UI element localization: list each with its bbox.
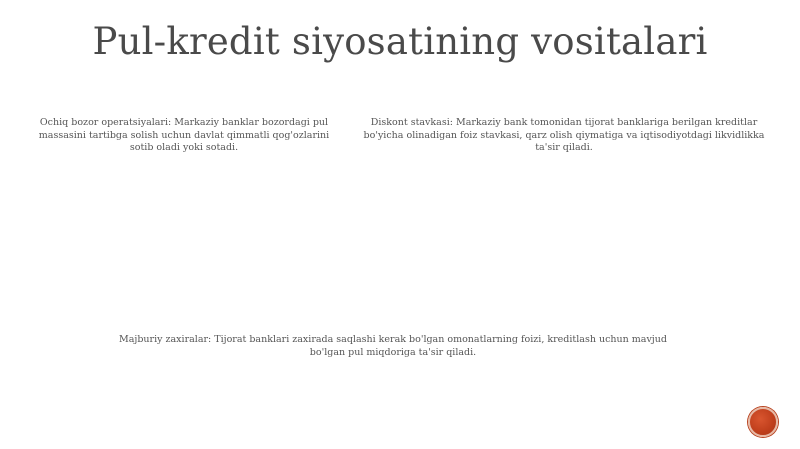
discount-rate-text: Diskont stavkasi: Markaziy bank tomonidan tijorat banklariga berilgan kreditlar bo'yicha olinadigan foiz stavkasi, qarz olish qiymatiga va iqtisodiyotdagi likvidlikka ta'sir qiladi.: [363, 117, 765, 153]
slide-title: Pul-kredit siyosatining vositalari: [92, 20, 708, 63]
open-market-operations-text: Ochiq bozor operatsiyalari: Markaziy banklar bozordagi pul massasini tartibga solish uchun davlat qimmatli qog'ozlarini sotib oladi yoki sotadi.: [38, 117, 330, 153]
slide-nav-button[interactable]: [748, 407, 778, 437]
reserve-requirements-text: Majburiy zaxiralar: Tijorat banklari zaxirada saqlashi kerak bo'lgan omonatlarning foizi, kreditlash uchun mavjud bo'lgan pul miqdoriga ta'sir qiladi.: [119, 334, 667, 358]
